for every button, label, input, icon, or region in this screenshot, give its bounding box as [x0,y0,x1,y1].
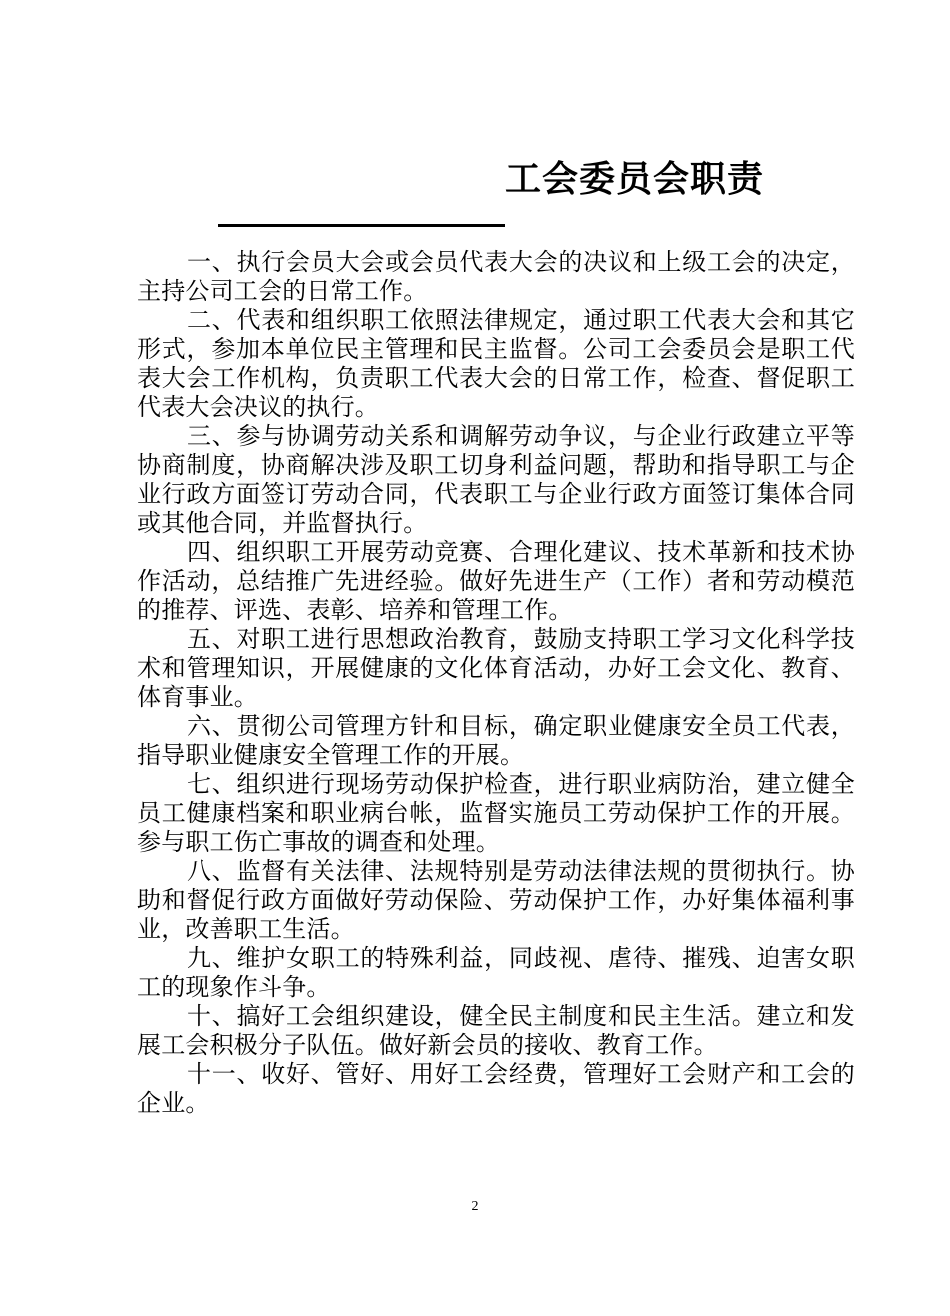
paragraph-5: 五、对职工进行思想政治教育，鼓励支持职工学习文化科学技术和管理知识，开展健康的文化体育活动，办好工会文化、教育、体育事业。 [137,625,855,711]
paragraph-4: 四、组织职工开展劳动竞赛、合理化建议、技术革新和技术协作活动，总结推广先进经验。做好先进生产（工作）者和劳动模范的推荐、评选、表彰、培养和管理工作。 [137,538,855,624]
document-body [137,248,855,1118]
page-number: 2 [471,1199,479,1214]
title-underline [218,224,505,227]
paragraph-7: 七、组织进行现场劳动保护检查，进行职业病防治，建立健全员工健康档案和职业病台帐，监督实施员工劳动保护工作的开展。参与职工伤亡事故的调查和处理。 [137,770,855,856]
paragraph-8: 八、监督有关法律、法规特别是劳动法律法规的贯彻执行。协助和督促行政方面做好劳动保险、劳动保护工作，办好集体福利事业，改善职工生活。 [137,857,855,943]
paragraph-10: 十、搞好工会组织建设，健全民主制度和民主生活。建立和发展工会积极分子队伍。做好新会员的接收、教育工作。 [137,1002,855,1059]
paragraph-9: 九、维护女职工的特殊利益，同歧视、虐待、摧残、迫害女职工的现象作斗争。 [137,944,855,1001]
paragraph-1: 一、执行会员大会或会员代表大会的决议和上级工会的决定，主持公司工会的日常工作。 [137,248,855,305]
paragraph-6: 六、贯彻公司管理方针和目标，确定职业健康安全员工代表，指导职业健康安全管理工作的开展。 [137,712,855,769]
paragraph-2: 二、代表和组织职工依照法律规定，通过职工代表大会和其它形式，参加本单位民主管理和民主监督。公司工会委员会是职工代表大会工作机构，负责职工代表大会的日常工作，检查、督促职工代表大会决议的执行。 [137,306,855,421]
paragraph-11: 十一、收好、管好、用好工会经费，管理好工会财产和工会的企业。 [137,1060,855,1117]
paragraph-3: 三、参与协调劳动关系和调解劳动争议，与企业行政建立平等协商制度，协商解决涉及职工切身利益问题，帮助和指导职工与企业行政方面签订劳动合同，代表职工与企业行政方面签订集体合同或其他合同，并监督执行。 [137,422,855,537]
page-title: 工会委员会职责 [505,159,765,200]
